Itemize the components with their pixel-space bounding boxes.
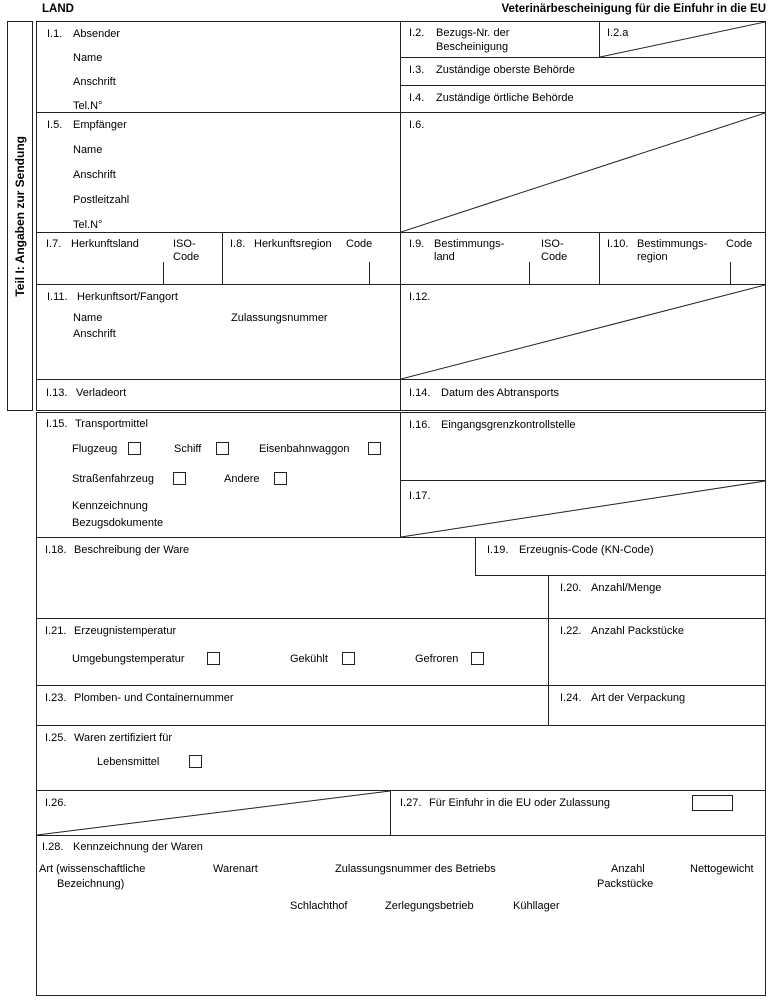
field-i1-label: Absender <box>73 28 121 40</box>
checkbox-strassenfahrzeug-label: Straßenfahrzeug <box>72 473 154 485</box>
checkbox-gekuehlt[interactable] <box>342 652 355 665</box>
field-i6-number: I.6. <box>409 119 425 131</box>
checkbox-gefroren-label: Gefroren <box>415 653 459 665</box>
field-i24 <box>548 685 766 726</box>
field-i5-number: I.5. <box>47 119 63 131</box>
column-anzahl-line2: Packstücke <box>597 878 654 890</box>
field-i7-label: Herkunftsland <box>71 238 139 250</box>
field-i1 <box>36 21 401 113</box>
field-i27-label: Für Einfuhr in die EU oder Zulassung <box>429 797 610 809</box>
diagonal-strikethrough <box>401 113 765 232</box>
field-i3 <box>400 57 766 86</box>
field-i10-label-line2: region <box>637 251 668 263</box>
field-i23-number: I.23. <box>45 692 67 704</box>
field-i7-code-line1: ISO- <box>173 238 196 250</box>
part1-label: Teil I: Angaben zur Sendung <box>13 135 27 297</box>
checkbox-lebensmittel-label: Lebensmittel <box>97 756 160 768</box>
field-i24-label: Art der Verpackung <box>591 692 686 704</box>
checkbox-umgebungstemperatur-label: Umgebungstemperatur <box>72 653 185 665</box>
column-zulassungsnummer-betrieb: Zulassungsnummer des Betriebs <box>335 863 496 875</box>
field-i7-number: I.7. <box>46 238 62 250</box>
checkbox-andere[interactable] <box>274 472 287 485</box>
field-i15-kennzeichnung: Kennzeichnung <box>72 500 148 512</box>
field-i18-label: Beschreibung der Ware <box>74 544 190 556</box>
checkbox-lebensmittel[interactable] <box>189 755 202 768</box>
field-i14-number: I.14. <box>409 387 431 399</box>
field-i11-label: Herkunftsort/Fangort <box>77 291 178 303</box>
field-i23 <box>36 685 549 726</box>
field-i12-number: I.12. <box>409 291 431 303</box>
part1-strip <box>7 21 33 411</box>
field-i21-label: Erzeugnistemperatur <box>74 625 177 637</box>
field-i13 <box>36 379 401 411</box>
field-i1-number: I.1. <box>47 28 63 40</box>
field-i11-number: I.11. <box>47 291 68 303</box>
field-i8 <box>222 232 401 285</box>
field-i21-number: I.21. <box>45 625 67 637</box>
code-divider-tick <box>369 262 370 284</box>
checkbox-eisenbahnwaggon[interactable] <box>368 442 381 455</box>
field-i22 <box>548 618 766 686</box>
field-i22-number: I.22. <box>560 625 582 637</box>
country-label: LAND <box>42 3 74 15</box>
code-divider-tick <box>529 262 530 284</box>
field-i20-number: I.20. <box>560 582 582 594</box>
column-nettogewicht: Nettogewicht <box>690 863 754 875</box>
field-i16-label: Eingangsgrenzkontrollstelle <box>441 419 576 431</box>
code-divider-tick <box>730 262 731 284</box>
checkbox-flugzeug-label: Flugzeug <box>72 443 118 455</box>
field-i27-number: I.27. <box>400 797 422 809</box>
checkbox-gefroren[interactable] <box>471 652 484 665</box>
field-i2-label-line2: Bescheinigung <box>436 41 509 53</box>
checkbox-eisenbahnwaggon-label: Eisenbahnwaggon <box>259 443 350 455</box>
field-i15-bezugsdokumente: Bezugsdokumente <box>72 517 164 529</box>
field-i27-entry-box[interactable] <box>692 795 733 811</box>
column-art-line2: Bezeichnung) <box>57 878 125 890</box>
field-i5-sub-name: Name <box>73 144 103 156</box>
sub-schlachthof: Schlachthof <box>290 900 348 912</box>
field-i19-number: I.19. <box>487 544 509 556</box>
diagonal-strikethrough <box>401 481 765 537</box>
field-i6 <box>400 112 766 233</box>
column-anzahl-line1: Anzahl <box>611 863 645 875</box>
field-i2-number: I.2. <box>409 27 425 39</box>
field-i3-number: I.3. <box>409 64 425 76</box>
field-i5-sub-postleitzahl: Postleitzahl <box>73 194 130 206</box>
field-i5-sub-tel: Tel.N° <box>73 219 103 231</box>
field-i23-label: Plomben- und Containernummer <box>74 692 234 704</box>
field-i2 <box>400 21 600 58</box>
field-i25-label: Waren zertifiziert für <box>74 732 173 744</box>
checkbox-gekuehlt-label: Gekühlt <box>290 653 328 665</box>
field-i4 <box>400 85 766 113</box>
field-i8-code: Code <box>346 238 373 250</box>
column-warenart: Warenart <box>213 863 258 875</box>
field-i9 <box>400 232 600 285</box>
form-title: Veterinärbescheinigung für die Einfuhr in die EU <box>501 3 766 15</box>
field-i21 <box>36 618 549 686</box>
field-i28 <box>36 835 766 996</box>
field-i3-label: Zuständige oberste Behörde <box>436 64 575 76</box>
checkbox-andere-label: Andere <box>224 473 260 485</box>
field-i14-label: Datum des Abtransports <box>441 387 560 399</box>
field-i4-number: I.4. <box>409 92 425 104</box>
field-i9-code-line2: Code <box>541 251 568 263</box>
field-i25 <box>36 725 766 791</box>
field-i7-code-line2: Code <box>173 251 200 263</box>
field-i15 <box>36 412 401 538</box>
field-i7 <box>36 232 223 285</box>
field-i17-number: I.17. <box>409 490 431 502</box>
field-i27 <box>390 790 766 836</box>
field-i2a-number: I.2.a <box>607 27 629 39</box>
field-i10-number: I.10. <box>607 238 629 250</box>
field-i11-sub-name: Name <box>73 312 103 324</box>
field-i13-number: I.13. <box>46 387 68 399</box>
field-i20-label: Anzahl/Menge <box>591 582 662 594</box>
field-i24-number: I.24. <box>560 692 582 704</box>
code-divider-tick <box>163 262 164 284</box>
field-i5 <box>36 112 401 233</box>
field-i22-label: Anzahl Packstücke <box>591 625 684 637</box>
field-i26-number: I.26. <box>45 797 67 809</box>
field-i19-label: Erzeugnis-Code (KN-Code) <box>519 544 654 556</box>
sub-kuehllager: Kühllager <box>513 900 560 912</box>
field-i9-number: I.9. <box>409 238 425 250</box>
field-i28-label: Kennzeichnung der Waren <box>73 841 203 853</box>
field-i26 <box>36 790 391 836</box>
field-i11 <box>36 284 401 380</box>
field-i11-sub-anschrift: Anschrift <box>73 328 116 340</box>
field-i20 <box>548 575 766 619</box>
column-art-line1: Art (wissenschaftliche <box>39 863 146 875</box>
field-i1-sub-tel: Tel.N° <box>73 100 103 112</box>
field-i10-label-line1: Bestimmungs- <box>637 238 708 250</box>
field-i10 <box>599 232 766 285</box>
field-i15-number: I.15. <box>46 418 68 430</box>
checkbox-flugzeug[interactable] <box>128 442 141 455</box>
field-i2-label-line1: Bezugs-Nr. der <box>436 27 510 39</box>
field-i18-number: I.18. <box>45 544 67 556</box>
field-i1-sub-anschrift: Anschrift <box>73 76 116 88</box>
checkbox-strassenfahrzeug[interactable] <box>173 472 186 485</box>
field-i5-sub-anschrift: Anschrift <box>73 169 116 181</box>
field-i13-label: Verladeort <box>76 387 127 399</box>
checkbox-schiff-label: Schiff <box>174 443 202 455</box>
field-i8-label: Herkunftsregion <box>254 238 332 250</box>
field-i25-number: I.25. <box>45 732 67 744</box>
field-i4-label: Zuständige örtliche Behörde <box>436 92 574 104</box>
field-i14 <box>400 379 766 411</box>
field-i10-code: Code <box>726 238 753 250</box>
field-i5-label: Empfänger <box>73 119 127 131</box>
diagonal-strikethrough <box>37 791 390 835</box>
field-i28-number: I.28. <box>42 841 64 853</box>
field-i12 <box>400 284 766 380</box>
checkbox-umgebungstemperatur[interactable] <box>207 652 220 665</box>
sub-zerlegungsbetrieb: Zerlegungsbetrieb <box>385 900 474 912</box>
field-i9-code-line1: ISO- <box>541 238 564 250</box>
field-i1-sub-name: Name <box>73 52 103 64</box>
field-i17 <box>400 480 766 538</box>
field-i9-label-line1: Bestimmungs- <box>434 238 505 250</box>
field-i19 <box>475 537 766 576</box>
field-i16 <box>400 412 766 481</box>
field-i8-number: I.8. <box>230 238 246 250</box>
field-i11-sub-zulassungsnummer: Zulassungsnummer <box>231 312 328 324</box>
field-i9-label-line2: land <box>434 251 455 263</box>
field-i15-label: Transportmittel <box>75 418 148 430</box>
diagonal-strikethrough <box>401 285 765 379</box>
field-i2a <box>599 21 766 58</box>
field-i16-number: I.16. <box>409 419 431 431</box>
checkbox-schiff[interactable] <box>216 442 229 455</box>
